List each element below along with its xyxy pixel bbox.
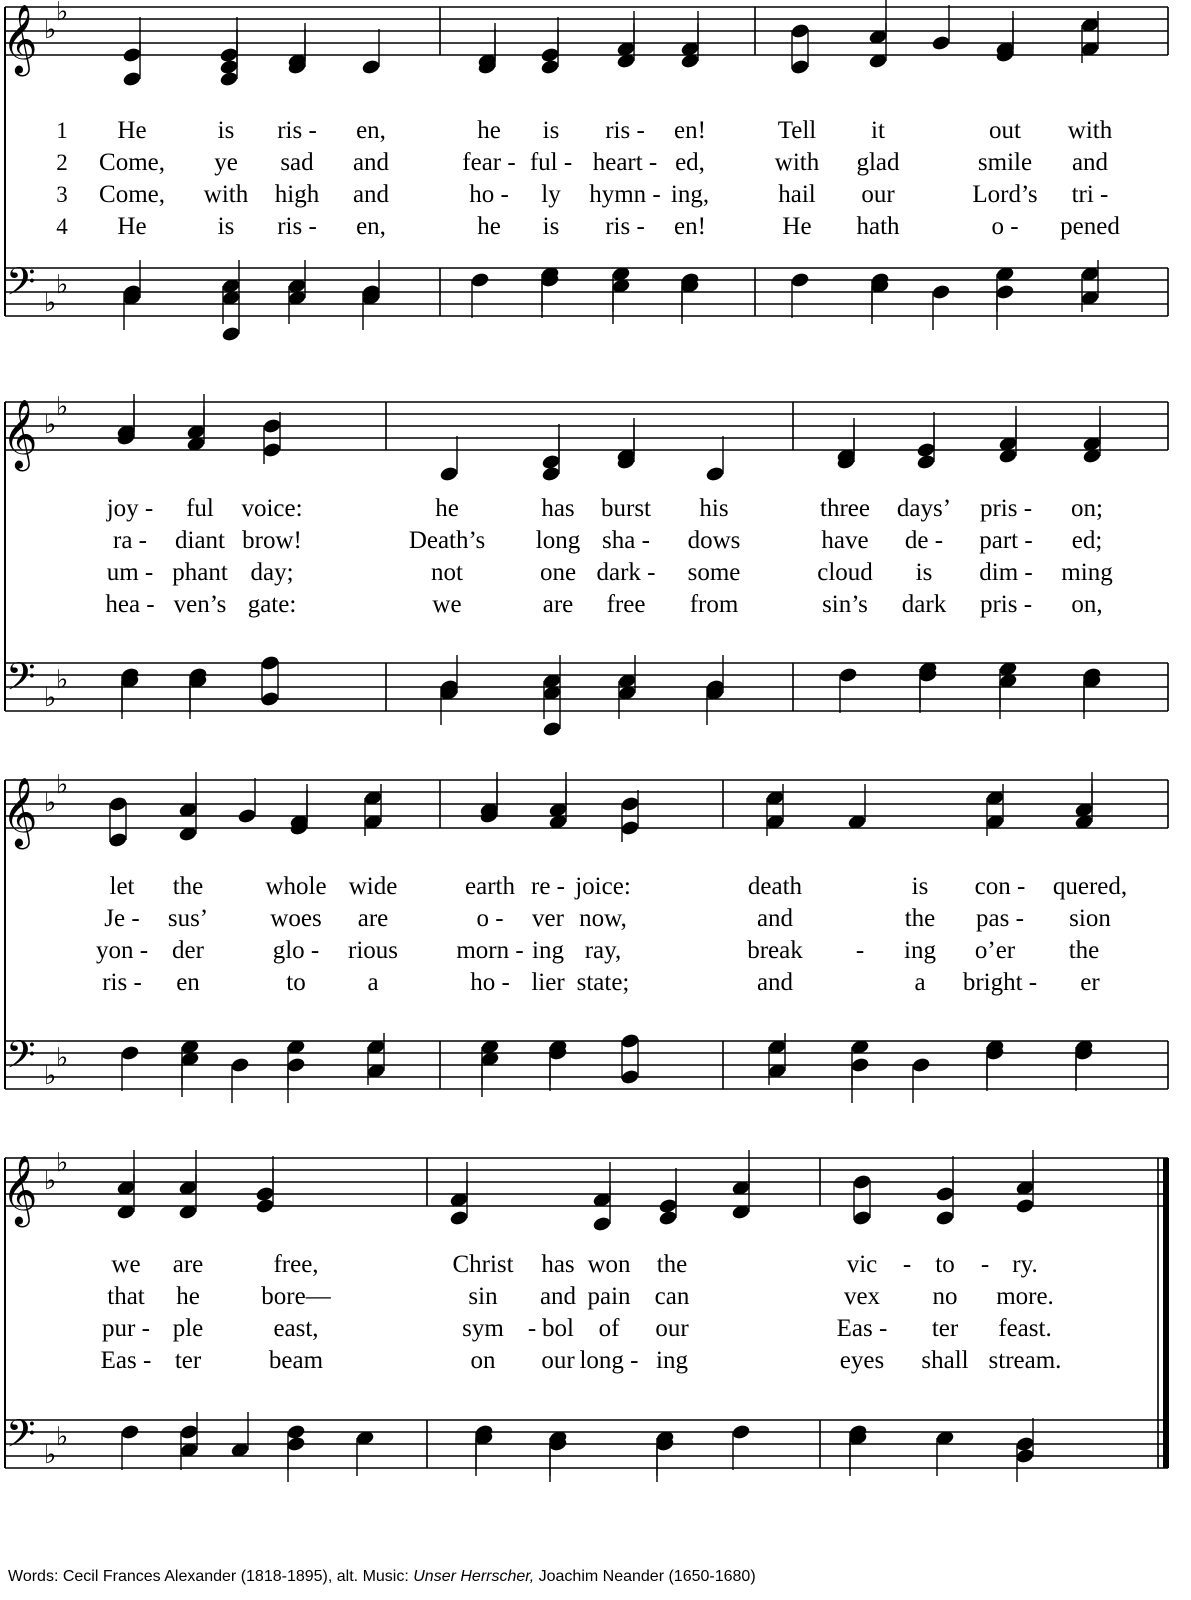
note-head bbox=[838, 666, 858, 683]
lyric-syllable: hath bbox=[856, 213, 900, 240]
lyric-syllable: ple bbox=[172, 1315, 204, 1342]
lyric-syllable: burst bbox=[601, 495, 651, 522]
lyric-syllable: ven’s bbox=[173, 591, 227, 618]
lyric-syllable: en! bbox=[674, 213, 706, 240]
lyric-syllable: part - bbox=[979, 527, 1033, 554]
lyric-syllable: smile bbox=[977, 149, 1033, 176]
final-barline-thick bbox=[1163, 1158, 1169, 1468]
lyric-syllable: high bbox=[274, 181, 320, 208]
note-head bbox=[935, 1209, 955, 1226]
note-head bbox=[262, 417, 282, 434]
note-head bbox=[911, 1056, 931, 1073]
lyric-syllable: long - bbox=[579, 1347, 639, 1374]
music-label: Music: bbox=[362, 1568, 409, 1585]
lyric-syllable: are bbox=[357, 905, 389, 932]
lyric-syllable: whole bbox=[265, 873, 327, 900]
note-head bbox=[260, 654, 280, 671]
lyric-syllable: he bbox=[477, 213, 501, 240]
lyric-syllable: pris - bbox=[979, 495, 1033, 522]
lyric-syllable: ris - bbox=[605, 117, 645, 144]
lyric-syllable: death bbox=[747, 873, 803, 900]
system-2 bbox=[2, 392, 1168, 738]
note-head bbox=[449, 1209, 469, 1226]
note-head bbox=[219, 70, 239, 87]
flat-icon: ♭ bbox=[56, 392, 69, 422]
lyric-syllable: the bbox=[172, 873, 204, 900]
treble-clef-icon: 𝄞 bbox=[2, 399, 38, 469]
lyric-syllable: is bbox=[911, 873, 929, 900]
flat-icon: ♭ bbox=[44, 1061, 57, 1091]
lyric-syllable: pur - bbox=[102, 1315, 150, 1342]
lyric-syllable: ly bbox=[541, 181, 561, 208]
lyric-syllable: con - bbox=[974, 873, 1026, 900]
lyric-syllable: sad bbox=[280, 149, 314, 176]
flat-icon: ♭ bbox=[56, 1422, 69, 1452]
note-head bbox=[108, 831, 128, 848]
lyric-syllable: on bbox=[470, 1347, 496, 1374]
lyric-syllable: wide bbox=[348, 873, 398, 900]
lyric-syllable: have bbox=[821, 527, 869, 554]
lyric-syllable: - bbox=[855, 937, 865, 964]
lyric-syllable: ful - bbox=[529, 149, 573, 176]
lyric-syllable: Come, bbox=[99, 149, 165, 176]
lyric-syllable: He bbox=[782, 213, 812, 240]
system-1 bbox=[2, 0, 1168, 343]
lyric-syllable: has bbox=[541, 1251, 575, 1278]
lyric-syllable: and bbox=[539, 1283, 577, 1310]
lyric-syllable: he bbox=[435, 495, 459, 522]
lyric-syllable: hymn - bbox=[589, 181, 661, 208]
lyric-syllable: the bbox=[1068, 937, 1100, 964]
note-head bbox=[237, 807, 257, 824]
note-head bbox=[179, 1423, 199, 1440]
note-head bbox=[935, 1185, 955, 1202]
lyrics bbox=[96, 873, 1127, 996]
lyric-syllable: ris - bbox=[277, 213, 317, 240]
lyric-syllable: ho - bbox=[469, 181, 509, 208]
note-head bbox=[542, 720, 562, 737]
note-head bbox=[790, 271, 810, 288]
lyric-syllable: one bbox=[539, 559, 577, 586]
lyric-syllable: pain bbox=[587, 1283, 631, 1310]
lyric-syllable: our bbox=[541, 1347, 575, 1374]
lyric-syllable: cloud bbox=[817, 559, 873, 586]
lyric-syllable: and bbox=[352, 149, 390, 176]
lyric-syllable: Je - bbox=[104, 905, 140, 932]
lyric-syllable: Death’s bbox=[408, 527, 486, 554]
note-head bbox=[705, 465, 725, 482]
lyric-syllable: o - bbox=[991, 213, 1019, 240]
tune-name: Unser Herrscher, bbox=[413, 1568, 535, 1585]
lyric-syllable: with bbox=[774, 149, 820, 176]
lyric-syllable: break bbox=[747, 937, 803, 964]
verse-number: 2 bbox=[56, 150, 68, 175]
flat-icon: ♭ bbox=[44, 15, 57, 45]
note-head bbox=[620, 1032, 640, 1049]
words-label: Words: bbox=[8, 1568, 59, 1585]
lyric-syllable: ye bbox=[214, 149, 238, 176]
lyric-syllable: glo - bbox=[272, 937, 320, 964]
lyric-syllable: en, bbox=[356, 213, 386, 240]
lyric-syllable: and bbox=[352, 181, 390, 208]
note-head bbox=[852, 1173, 872, 1190]
note-head bbox=[286, 1435, 306, 1452]
lyric-syllable: ing bbox=[532, 937, 564, 964]
lyric-syllable: we bbox=[111, 1251, 141, 1278]
lyric-syllable: the bbox=[656, 1251, 688, 1278]
verse-number: 4 bbox=[56, 214, 68, 239]
verse-number: 3 bbox=[56, 182, 68, 207]
lyric-syllable: state; bbox=[576, 969, 630, 996]
flat-icon: ♭ bbox=[44, 288, 57, 318]
lyric-syllable: sin’s bbox=[822, 591, 868, 618]
lyric-syllable: pened bbox=[1060, 213, 1120, 240]
lyric-syllable: morn - bbox=[456, 937, 524, 964]
lyric-syllable: ful bbox=[186, 495, 214, 522]
flat-icon: ♭ bbox=[56, 770, 69, 800]
lyric-syllable: o’er bbox=[974, 937, 1016, 964]
note-head bbox=[260, 690, 280, 707]
lyric-syllable: we bbox=[432, 591, 462, 618]
lyric-syllable: ing bbox=[904, 937, 936, 964]
treble-clef-icon: 𝄞 bbox=[2, 4, 38, 74]
lyric-syllable: pas - bbox=[976, 905, 1024, 932]
lyric-syllable: Lord’s bbox=[972, 181, 1038, 208]
lyric-syllable: more. bbox=[996, 1283, 1054, 1310]
lyrics bbox=[105, 495, 1113, 618]
lyric-syllable: tri - bbox=[1071, 181, 1109, 208]
note-head bbox=[592, 1215, 612, 1232]
flat-icon: ♭ bbox=[56, 1043, 69, 1073]
bass-clef-icon: 𝄢 bbox=[6, 1032, 36, 1086]
lyric-syllable: is bbox=[542, 213, 560, 240]
flat-icon: ♭ bbox=[44, 1166, 57, 1196]
note-head bbox=[120, 1423, 140, 1440]
lyric-syllable: a bbox=[914, 969, 926, 996]
lyric-syllable: with bbox=[203, 181, 249, 208]
note-head bbox=[931, 283, 951, 300]
lyric-syllable: hail bbox=[778, 181, 816, 208]
lyric-syllable: vic bbox=[846, 1251, 878, 1278]
note-head bbox=[221, 325, 241, 342]
lyric-syllable: free bbox=[606, 591, 646, 618]
lyric-syllable: Eas - bbox=[100, 1347, 152, 1374]
lyric-syllable: hea - bbox=[105, 591, 155, 618]
lyric-syllable: and bbox=[1071, 149, 1109, 176]
lyric-syllable: bore— bbox=[261, 1283, 331, 1310]
lyric-syllable: it bbox=[871, 117, 885, 144]
lyric-syllable: sym bbox=[462, 1315, 504, 1342]
lyric-syllable: - bbox=[527, 1315, 537, 1342]
lyric-syllable: he bbox=[477, 117, 501, 144]
lyric-syllable: - bbox=[980, 1251, 990, 1278]
lyric-syllable: ra - bbox=[113, 527, 147, 554]
lyric-syllable: a bbox=[367, 969, 379, 996]
lyric-syllable: bright - bbox=[962, 969, 1038, 996]
lyric-syllable: phant bbox=[172, 559, 228, 586]
note-head bbox=[620, 1068, 640, 1085]
lyric-syllable: and bbox=[756, 905, 794, 932]
lyric-syllable: no bbox=[932, 1283, 958, 1310]
note-head bbox=[540, 58, 560, 75]
lyric-syllable: days’ bbox=[896, 495, 952, 522]
lyric-syllable: some bbox=[687, 559, 741, 586]
lyric-syllable: en, bbox=[356, 117, 386, 144]
lyric-syllable: bol bbox=[542, 1315, 574, 1342]
lyric-syllable: on, bbox=[1071, 591, 1103, 618]
lyric-syllable: on; bbox=[1071, 495, 1103, 522]
lyric-syllable: our bbox=[861, 181, 895, 208]
lyric-syllable: Come, bbox=[99, 181, 165, 208]
lyric-syllable: glad bbox=[856, 149, 900, 176]
lyric-syllable: dark bbox=[901, 591, 947, 618]
lyric-syllable: en bbox=[176, 969, 200, 996]
treble-clef-icon: 𝄞 bbox=[2, 777, 38, 847]
lyric-syllable: Eas - bbox=[836, 1315, 888, 1342]
lyric-syllable: is bbox=[542, 117, 560, 144]
words-author: Cecil Frances Alexander (1818-1895), alt. bbox=[62, 1568, 359, 1585]
lyric-syllable: ver bbox=[532, 905, 564, 932]
lyric-syllable: he bbox=[176, 1283, 200, 1310]
flat-icon: ♭ bbox=[56, 665, 69, 695]
lyric-syllable: ho - bbox=[470, 969, 510, 996]
treble-clef-icon: 𝄞 bbox=[2, 1155, 38, 1225]
lyric-syllable: He bbox=[117, 117, 147, 144]
note-head bbox=[286, 1056, 306, 1073]
lyric-syllable: free, bbox=[273, 1251, 319, 1278]
lyric-syllable: He bbox=[117, 213, 147, 240]
lyric-syllable: ris - bbox=[277, 117, 317, 144]
lyric-syllable: woes bbox=[270, 905, 322, 932]
lyric-syllable: shall bbox=[921, 1347, 969, 1374]
lyric-syllable: the bbox=[904, 905, 936, 932]
lyric-syllable: der bbox=[172, 937, 204, 964]
lyric-syllable: o - bbox=[476, 905, 504, 932]
note-head bbox=[931, 34, 951, 51]
flat-icon: ♭ bbox=[44, 683, 57, 713]
flat-icon: ♭ bbox=[56, 0, 69, 27]
lyric-syllable: ing, bbox=[670, 181, 710, 208]
lyric-syllable: to bbox=[286, 969, 306, 996]
note-head bbox=[122, 46, 142, 63]
lyric-syllable: quered, bbox=[1052, 873, 1128, 900]
flat-icon: ♭ bbox=[44, 1440, 57, 1470]
lyric-syllable: Christ bbox=[452, 1251, 514, 1278]
lyric-syllable: er bbox=[1080, 969, 1100, 996]
lyric-syllable: east, bbox=[273, 1315, 319, 1342]
lyric-syllable: brow! bbox=[242, 527, 302, 554]
lyric-syllable: dim - bbox=[979, 559, 1033, 586]
lyric-syllable: feast. bbox=[998, 1315, 1052, 1342]
note-head bbox=[995, 283, 1015, 300]
lyric-syllable: joice: bbox=[575, 873, 631, 900]
note-head bbox=[852, 1209, 872, 1226]
lyric-syllable: ing bbox=[656, 1347, 688, 1374]
note-head bbox=[790, 58, 810, 75]
lyric-syllable: out bbox=[989, 117, 1021, 144]
lyric-syllable: three bbox=[820, 495, 870, 522]
lyric-syllable: now, bbox=[579, 905, 627, 932]
note-head bbox=[255, 1197, 275, 1214]
note-head bbox=[361, 58, 381, 75]
lyric-syllable: from bbox=[689, 591, 739, 618]
lyric-syllable: earth bbox=[465, 873, 515, 900]
lyric-syllable: yon - bbox=[95, 937, 149, 964]
lyric-syllable: de - bbox=[904, 527, 944, 554]
lyric-syllable: ter bbox=[931, 1315, 959, 1342]
note-head bbox=[108, 795, 128, 812]
bass-clef-icon: 𝄢 bbox=[6, 654, 36, 708]
flat-icon: ♭ bbox=[44, 410, 57, 440]
lyric-syllable: ray, bbox=[584, 937, 622, 964]
note-head bbox=[122, 70, 142, 87]
lyric-syllable: day; bbox=[250, 559, 294, 586]
lyrics bbox=[101, 1251, 1062, 1374]
lyric-syllable: to bbox=[935, 1251, 955, 1278]
note-head bbox=[916, 441, 936, 458]
lyric-syllable: heart - bbox=[592, 149, 658, 176]
lyric-syllable: um - bbox=[106, 559, 154, 586]
note-head bbox=[1015, 1197, 1035, 1214]
note-head bbox=[439, 465, 459, 482]
lyric-syllable: with bbox=[1067, 117, 1113, 144]
note-head bbox=[541, 453, 561, 470]
lyric-syllable: vex bbox=[843, 1283, 881, 1310]
lyric-syllable: ming bbox=[1061, 559, 1113, 586]
lyric-syllable: dark - bbox=[596, 559, 656, 586]
lyric-syllable: and bbox=[756, 969, 794, 996]
note-head bbox=[620, 795, 640, 812]
note-head bbox=[731, 1423, 751, 1440]
flat-icon: ♭ bbox=[56, 270, 69, 300]
note-head bbox=[658, 1209, 678, 1226]
note-head bbox=[470, 271, 490, 288]
lyric-syllable: sha - bbox=[602, 527, 650, 554]
lyric-syllable: our bbox=[655, 1315, 689, 1342]
system-3 bbox=[2, 770, 1168, 1103]
lyric-syllable: joy - bbox=[106, 495, 154, 522]
flat-icon: ♭ bbox=[44, 788, 57, 818]
lyric-syllable: sin bbox=[468, 1283, 498, 1310]
note-head bbox=[790, 22, 810, 39]
note-head bbox=[120, 1044, 140, 1061]
lyric-syllable: ry. bbox=[1012, 1251, 1038, 1278]
lyric-syllable: ris - bbox=[102, 969, 142, 996]
lyric-syllable: sus’ bbox=[167, 905, 209, 932]
lyric-syllable: is bbox=[217, 213, 235, 240]
lyric-syllable: ter bbox=[174, 1347, 202, 1374]
composer: Joachim Neander (1650-1680) bbox=[538, 1568, 756, 1585]
lyric-syllable: not bbox=[431, 559, 463, 586]
lyric-syllable: lier bbox=[531, 969, 565, 996]
flat-icon: ♭ bbox=[56, 1148, 69, 1178]
bass-clef-icon: 𝄢 bbox=[6, 259, 36, 313]
lyric-syllable: - bbox=[902, 1251, 912, 1278]
lyric-syllable: stream. bbox=[988, 1347, 1062, 1374]
lyric-syllable: won bbox=[587, 1251, 631, 1278]
lyric-syllable: diant bbox=[175, 527, 225, 554]
lyric-syllable: ed, bbox=[675, 149, 705, 176]
lyric-syllable: has bbox=[541, 495, 575, 522]
lyric-syllable: beam bbox=[268, 1347, 324, 1374]
lyric-syllable: long bbox=[535, 527, 581, 554]
lyric-syllable: re - bbox=[531, 873, 565, 900]
note-head bbox=[850, 1056, 870, 1073]
lyric-syllable: are bbox=[542, 591, 574, 618]
lyric-syllable: is bbox=[915, 559, 933, 586]
lyric-syllable: voice: bbox=[241, 495, 303, 522]
credits-line bbox=[8, 1568, 756, 1586]
lyric-syllable: sion bbox=[1069, 905, 1111, 932]
note-head bbox=[1015, 1447, 1035, 1464]
lyric-syllable: ris - bbox=[605, 213, 645, 240]
lyric-syllable: of bbox=[598, 1315, 620, 1342]
bass-clef-icon: 𝄢 bbox=[6, 1411, 36, 1465]
lyric-syllable: dows bbox=[687, 527, 741, 554]
lyrics bbox=[56, 117, 1120, 240]
lyric-syllable: pris - bbox=[979, 591, 1033, 618]
note-head bbox=[230, 1056, 250, 1073]
verse-number: 1 bbox=[56, 118, 68, 143]
system-4 bbox=[2, 1148, 1169, 1482]
lyric-syllable: Tell bbox=[777, 117, 817, 144]
lyric-syllable: his bbox=[699, 495, 729, 522]
lyric-syllable: let bbox=[109, 873, 135, 900]
lyric-syllable: eyes bbox=[839, 1347, 885, 1374]
lyric-syllable: can bbox=[654, 1283, 690, 1310]
note-head bbox=[262, 441, 282, 458]
lyric-syllable: are bbox=[172, 1251, 204, 1278]
lyric-syllable: that bbox=[107, 1283, 145, 1310]
lyric-syllable: gate: bbox=[247, 591, 297, 618]
lyric-syllable: is bbox=[217, 117, 235, 144]
lyric-syllable: en! bbox=[674, 117, 706, 144]
lyric-syllable: ed; bbox=[1071, 527, 1103, 554]
lyric-syllable: rious bbox=[348, 937, 398, 964]
note-head bbox=[620, 819, 640, 836]
lyric-syllable: fear - bbox=[462, 149, 516, 176]
